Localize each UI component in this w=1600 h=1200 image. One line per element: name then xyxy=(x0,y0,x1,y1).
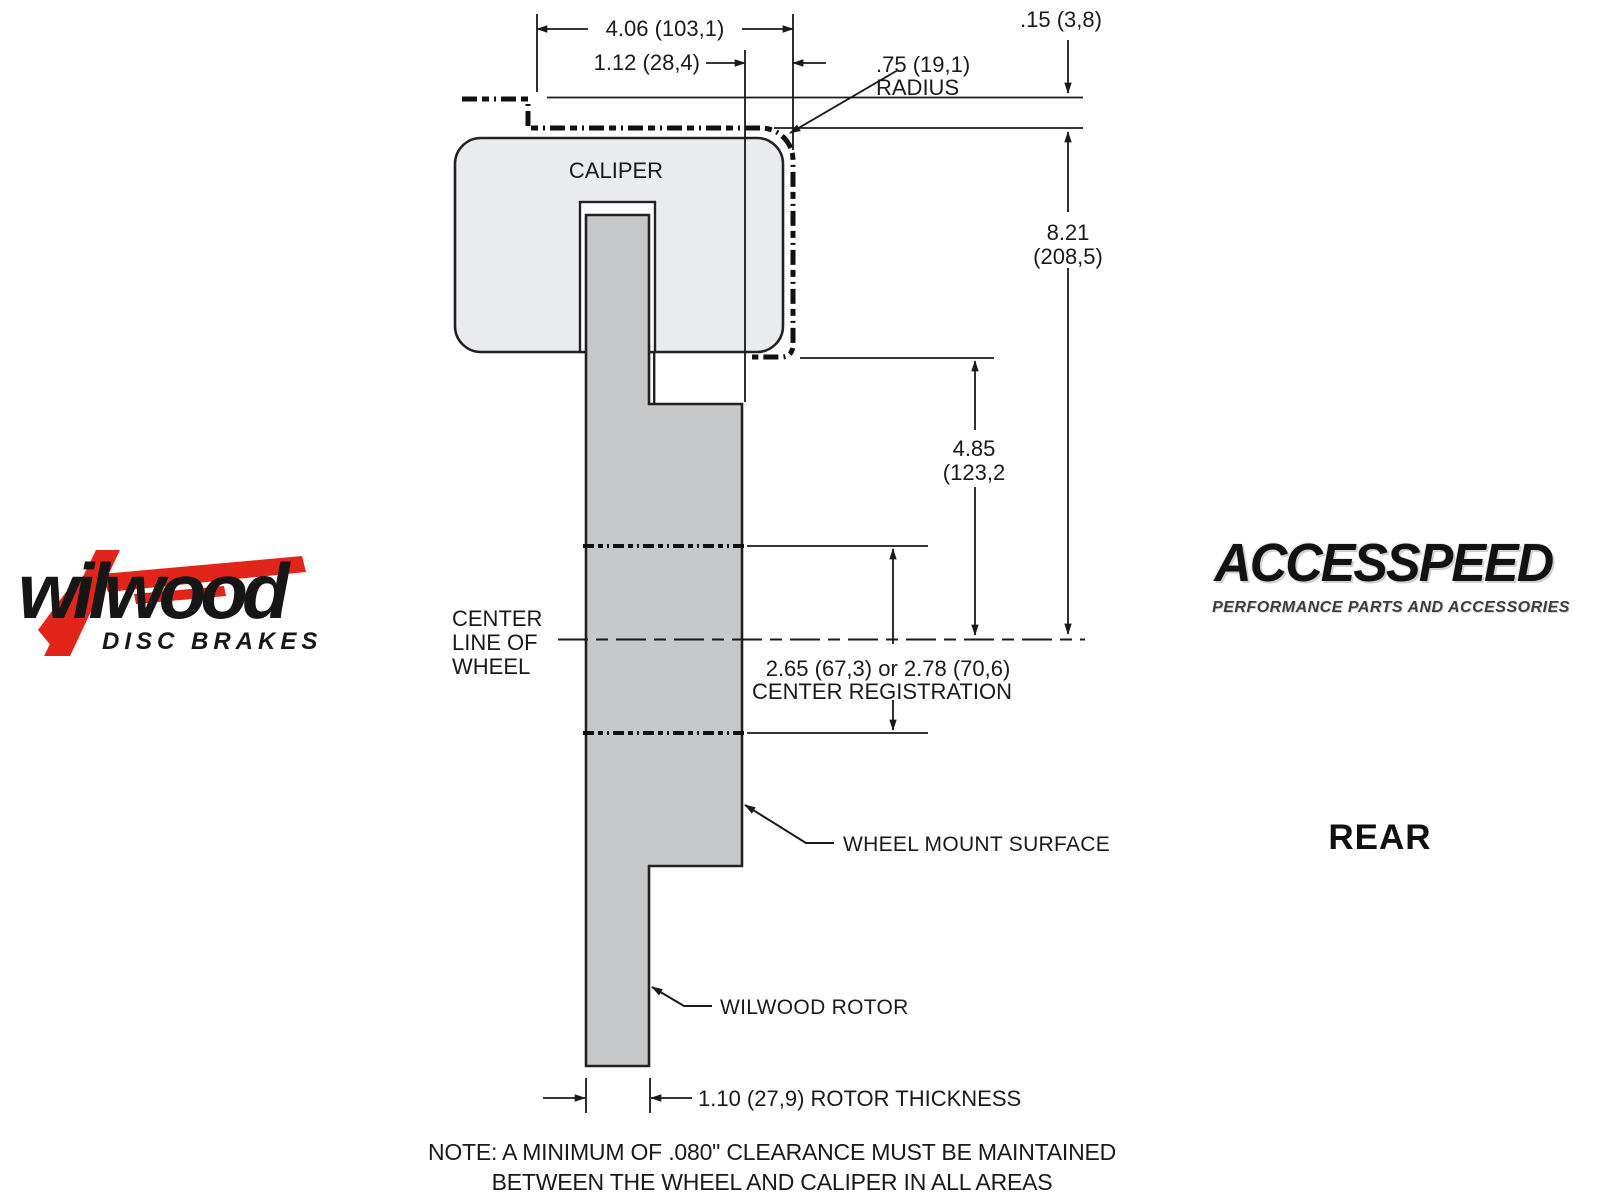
wilwood-logo xyxy=(14,534,326,670)
dim-mount-to-lip-text: 1.12 (28,4) xyxy=(593,50,700,75)
dim-caliper-height xyxy=(1033,132,1103,634)
dim-caliper-width-text: 4.06 (103,1) xyxy=(605,16,725,41)
dim-caliper-height-in: 8.21 xyxy=(1046,220,1090,245)
wilwood-logo-wordmark: wilwood xyxy=(18,547,284,635)
rear-label: REAR xyxy=(1328,818,1432,857)
dim-radius-word: RADIUS xyxy=(876,75,960,100)
wilwood-logo-tagline: DISC BRAKES xyxy=(102,628,323,655)
centerline-label-3: WHEEL xyxy=(452,654,531,679)
wheel-reference-lines xyxy=(547,98,1083,129)
centerline-label-2: LINE OF xyxy=(452,630,538,655)
dim-caliper-height-mm: (208,5) xyxy=(1033,244,1103,269)
dim-lip-to-center-in: 4.85 xyxy=(952,436,996,461)
dim-rotor-thickness xyxy=(543,1078,1021,1113)
wheel-mount-surface-label: WHEEL MOUNT SURFACE xyxy=(843,833,1111,856)
dim-lip-depth xyxy=(1020,7,1102,93)
wheel-mount-surface-callout xyxy=(745,805,1110,856)
dim-center-registration-values: 2.65 (67,3) or 2.78 (70,6) xyxy=(765,656,1011,681)
dim-rotor-thickness-text: 1.10 (27,9) ROTOR THICKNESS xyxy=(698,1086,1022,1111)
clearance-note xyxy=(428,1139,1116,1195)
accesspeed-logo xyxy=(1196,533,1586,651)
dim-lip-to-center xyxy=(800,358,1005,635)
caliper-label: CALIPER xyxy=(568,158,664,183)
centerline-label-1: CENTER xyxy=(452,606,543,631)
accesspeed-logo-wordmark: ACCESSPEED xyxy=(1214,533,1553,593)
accesspeed-logo-tagline: PERFORMANCE PARTS AND ACCESSORIES xyxy=(1212,599,1570,616)
dim-lip-to-center-mm: (123,2 xyxy=(942,460,1006,485)
dim-radius xyxy=(790,52,970,133)
wilwood-rotor-callout xyxy=(652,987,909,1019)
note-line-1: NOTE: A MINIMUM OF .080" CLEARANCE MUST BE MAINTAINED xyxy=(427,1139,1117,1165)
dim-radius-value: .75 (19,1) xyxy=(876,52,971,77)
dim-lip-depth-text: .15 (3,8) xyxy=(1020,7,1102,32)
wilwood-rotor-label: WILWOOD ROTOR xyxy=(720,996,909,1019)
dim-center-registration-label: CENTER REGISTRATION xyxy=(752,679,1012,704)
note-line-2: BETWEEN THE WHEEL AND CALIPER IN ALL AREAS xyxy=(491,1169,1053,1195)
